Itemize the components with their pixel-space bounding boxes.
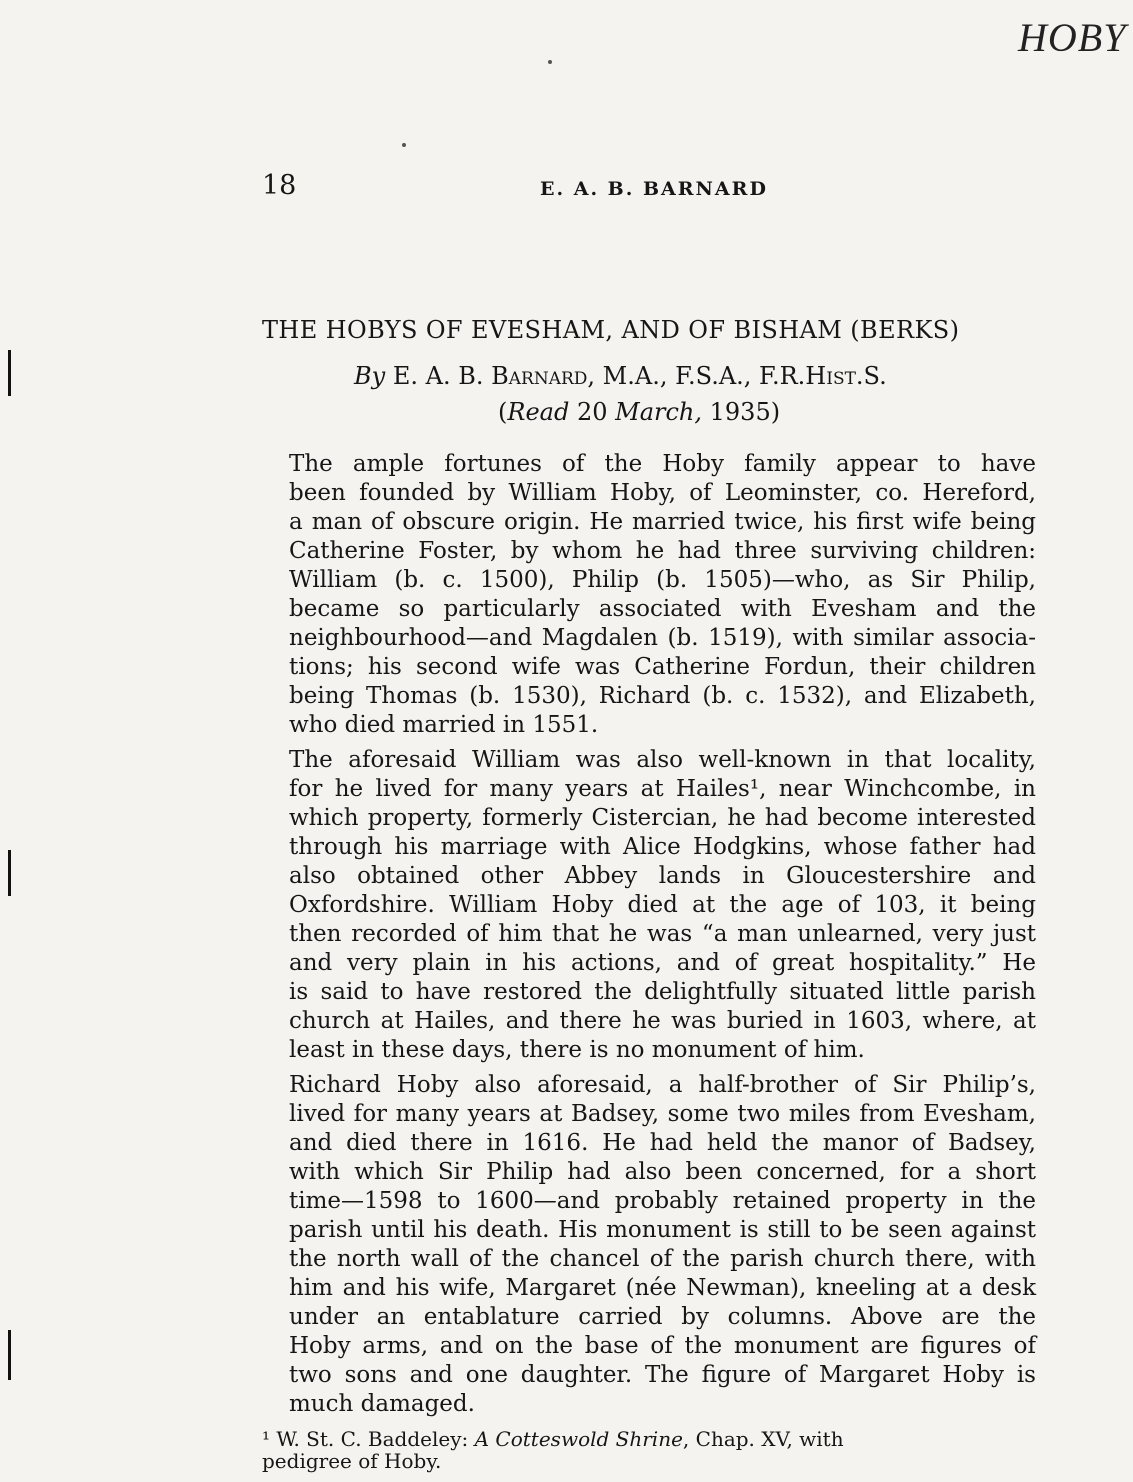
read-day: 20 [569,398,616,426]
text-line: a man of obscure origin. He married twice, his first wife being [289,509,1036,535]
page-number: 18 [262,170,297,201]
footnote-line-2: pedigree of Hoby. [262,1449,442,1473]
byline [354,362,887,390]
read-year: 1935) [702,398,781,426]
article-body [262,450,1036,1425]
scan-edge-mark [8,350,11,396]
byline-prefix: By [354,362,386,390]
text-line: through his marriage with Alice Hodgkins, whose father had [289,834,1036,860]
footnote [262,1428,1036,1472]
text-line: him and his wife, Margaret (née Newman), kneeling at a desk [289,1275,1036,1301]
text-line: tions; his second wife was Catherine Fordun, their children [289,654,1036,680]
text-line: being Thomas (b. 1530), Richard (b. c. 1532), and Elizabeth, [289,683,1036,709]
running-head: E. A. B. BARNARD [540,178,768,200]
text-line: The aforesaid William was also well-known in that locality, [289,747,1036,773]
read-month: March, [615,398,703,426]
text-line: and very plain in his actions, and of great hospitality.” He [289,950,1036,976]
text-line: and died there in 1616. He had held the manor of Badsey, [289,1130,1036,1156]
text-line: for he lived for many years at Hailes¹, near Winchcombe, in [289,776,1036,802]
text-line: two sons and one daughter. The figure of Margaret Hoby is [289,1362,1036,1388]
text-line: neighbourhood—and Magdalen (b. 1519), with similar associa- [289,625,1036,651]
text-line: became so particularly associated with Evesham and the [289,596,1036,622]
text-line: time—1598 to 1600—and probably retained property in the [289,1188,1036,1214]
scan-speck [548,60,552,64]
text-line: been founded by William Hoby, of Leominster, co. Hereford, [289,480,1036,506]
text-line: Oxfordshire. William Hoby died at the age of 103, it being [289,892,1036,918]
paragraph [262,450,1036,740]
text-line: lived for many years at Badsey, some two miles from Evesham, [289,1101,1036,1127]
scan-edge-mark [8,1330,11,1380]
byline-author: E. A. B. Barnard, M.A., F.S.A., F.R.Hist.S. [392,362,887,390]
read-date [498,398,780,426]
text-line: under an entablature carried by columns. Above are the [289,1304,1036,1330]
paragraph [262,746,1036,1065]
text-line: church at Hailes, and there he was buried in 1603, where, at [289,1008,1036,1034]
footnote-lead: W. St. C. Baddeley: [270,1427,475,1451]
text-line: The ample fortunes of the Hoby family appear to have [289,451,1036,477]
paragraph [262,1071,1036,1419]
footnote-marker: ¹ [262,1427,271,1451]
text-line: also obtained other Abbey lands in Gloucestershire and [289,863,1036,889]
text-line: then recorded of him that he was “a man unlearned, very just [289,921,1036,947]
footnote-work-title: A Cotteswold Shrine [474,1427,683,1451]
read-word: Read [507,398,570,426]
text-line: parish until his death. His monument is still to be seen against [289,1217,1036,1243]
text-line: William (b. c. 1500), Philip (b. 1505)—who, as Sir Philip, [289,567,1036,593]
text-line: is said to have restored the delightfully situated little parish [289,979,1036,1005]
scan-edge-mark [8,850,11,896]
text-line: Hoby arms, and on the base of the monument are figures of [289,1333,1036,1359]
text-line: Richard Hoby also aforesaid, a half-brother of Sir Philip’s, [289,1072,1036,1098]
text-line: much damaged. [289,1391,475,1417]
text-line: with which Sir Philip had also been concerned, for a short [289,1159,1036,1185]
read-open: ( [498,398,508,426]
text-line: who died married in 1551. [289,712,599,738]
handwritten-note: HOBY [1018,15,1127,60]
text-line: least in these days, there is no monument of him. [289,1037,865,1063]
article-title: THE HOBYS OF EVESHAM, AND OF BISHAM (BERKS) [262,316,960,344]
text-line: the north wall of the chancel of the parish church there, with [289,1246,1036,1272]
footnote-tail: , Chap. XV, with [682,1427,844,1451]
text-line: which property, formerly Cistercian, he had become interested [289,805,1036,831]
text-line: Catherine Foster, by whom he had three surviving children: [289,538,1036,564]
scan-speck [402,143,406,147]
